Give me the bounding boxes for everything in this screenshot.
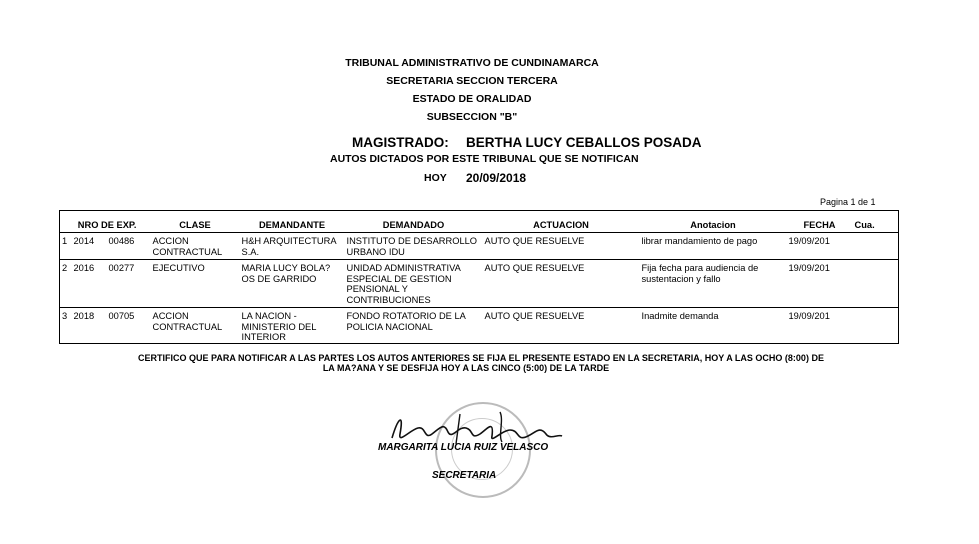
autos-subtitle: AUTOS DICTADOS POR ESTE TRIBUNAL QUE SE NOTIFICAN — [330, 153, 639, 165]
row-clase: ACCION CONTRACTUAL — [151, 308, 240, 344]
row-actuacion: AUTO QUE RESUELVE — [484, 236, 585, 246]
row-demandado: INSTITUTO DE DESARROLLO URBANO IDU — [346, 236, 478, 257]
col-fecha: FECHA — [787, 211, 853, 233]
hoy-date: 20/09/2018 — [466, 171, 527, 185]
row-clase: EJECUTIVO — [151, 260, 240, 308]
signer-name: MARGARITA LUCIA RUIZ VELASCO — [378, 442, 549, 453]
row-demandante: H&H ARQUITECTURA S.A. — [241, 236, 337, 257]
signature-block — [370, 398, 570, 508]
row-clase: ACCION CONTRACTUAL — [152, 236, 223, 257]
col-cua: Cua. — [853, 211, 899, 233]
table-row — [60, 308, 899, 344]
secretaria-name: SECRETARIA SECCION TERCERA — [386, 75, 558, 87]
row-actuacion: AUTO QUE RESUELVE — [483, 308, 640, 344]
row-fecha: 19/09/201 — [787, 260, 853, 308]
row-number: 00486 — [108, 236, 135, 246]
row-cua — [853, 308, 899, 344]
signer-role: SECRETARIA — [432, 470, 497, 481]
row-actuacion: AUTO QUE RESUELVE — [483, 260, 640, 308]
estado-title: ESTADO DE ORALIDAD — [412, 93, 532, 105]
autos-table — [59, 210, 899, 344]
row-year: 2018 — [72, 308, 107, 344]
col-nro-exp: NRO DE EXP. — [60, 211, 151, 233]
row-demandante: MARIA LUCY BOLA?OS DE GARRIDO — [240, 260, 345, 308]
table-row — [60, 260, 899, 308]
court-name: TRIBUNAL ADMINISTRATIVO DE CUNDINAMARCA — [345, 57, 599, 69]
col-demandado: DEMANDADO — [345, 211, 483, 233]
magistrado-label: MAGISTRADO: — [352, 135, 449, 150]
row-number: 00705 — [107, 308, 151, 344]
table-header-row — [60, 211, 899, 233]
row-index: 3 — [60, 308, 72, 344]
row-index: 2 — [60, 260, 72, 308]
row-anotacion: Fija fecha para audiencia de sustentacion y fallo — [640, 260, 787, 308]
row-cua — [853, 233, 899, 260]
magistrado-name: BERTHA LUCY CEBALLOS POSADA — [466, 135, 702, 150]
row-anotacion: librar mandamiento de pago — [641, 236, 758, 246]
row-number: 00277 — [107, 260, 151, 308]
certificate-line-2: LA MA?ANA Y SE DESFIJA HOY A LAS CINCO (5:00) DE LA TARDE — [322, 363, 610, 373]
row-index: 1 — [62, 236, 68, 246]
page-indicator: Pagina 1 de 1 — [820, 197, 876, 207]
certificate-line-1: CERTIFICO QUE PARA NOTIFICAR A LAS PARTES LOS AUTOS ANTERIORES SE FIJA EL PRESENTE ESTADO EN LA SECRETARIA, HOY A LAS OCHO (8:00) DE — [138, 353, 824, 363]
row-fecha: 19/09/201 — [788, 236, 830, 246]
col-demandante: DEMANDANTE — [240, 211, 345, 233]
hoy-label: HOY — [424, 172, 447, 184]
col-anotacion: Anotacion — [640, 211, 787, 233]
row-demandado: UNIDAD ADMINISTRATIVA ESPECIAL DE GESTION PENSIONAL Y CONTRIBUCIONES — [345, 260, 483, 308]
row-year: 2014 — [73, 236, 95, 246]
col-clase: CLASE — [151, 211, 240, 233]
row-demandante: LA NACION - MINISTERIO DEL INTERIOR — [240, 308, 345, 344]
row-demandado: FONDO ROTATORIO DE LA POLICIA NACIONAL — [345, 308, 483, 344]
row-year: 2016 — [72, 260, 107, 308]
row-cua — [853, 260, 899, 308]
table-row — [60, 233, 899, 260]
row-anotacion: Inadmite demanda — [640, 308, 787, 344]
col-actuacion: ACTUACION — [483, 211, 640, 233]
subseccion-title: SUBSECCION "B" — [426, 111, 518, 123]
row-fecha: 19/09/201 — [787, 308, 853, 344]
